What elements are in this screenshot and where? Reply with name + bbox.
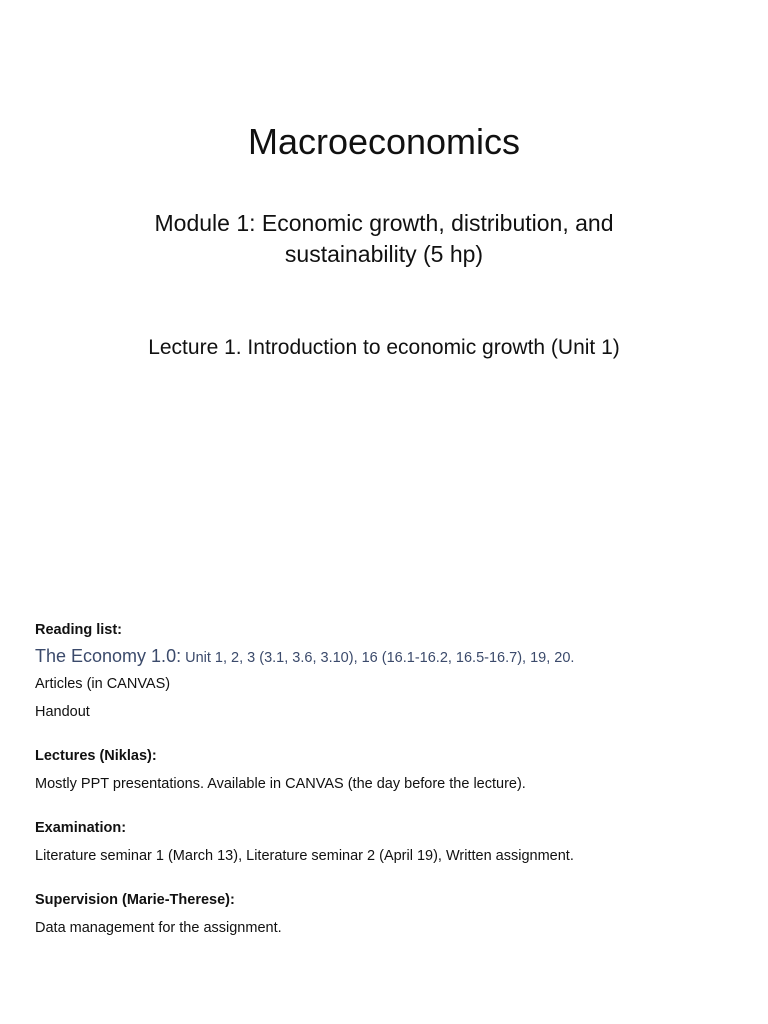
- lectures-heading: Lectures (Niklas):: [35, 748, 157, 764]
- reading-list-book-units: Unit 1, 2, 3 (3.1, 3.6, 3.10), 16 (16.1-16.2, 16.5-16.7), 19, 20.: [181, 650, 575, 666]
- supervision-text: Data management for the assignment.: [35, 920, 282, 936]
- course-info: [35, 619, 735, 961]
- reading-list-book-name: The Economy 1.0:: [35, 646, 182, 666]
- examination-text: Literature seminar 1 (March 13), Literature seminar 2 (April 19), Written assignment.: [35, 848, 574, 864]
- module-subtitle-line-2: sustainability (5 hp): [284, 241, 484, 267]
- reading-list-item: Articles (in CANVAS): [35, 676, 171, 692]
- reading-list-item: Handout: [35, 704, 90, 720]
- lectures-section: [35, 745, 735, 795]
- lecture-title: Lecture 1. Introduction to economic growth (Unit 1): [148, 336, 620, 359]
- supervision-section: [35, 889, 735, 939]
- examination-heading: Examination:: [35, 820, 127, 836]
- reading-list-section: [35, 619, 735, 723]
- module-subtitle-line-1: Module 1: Economic growth, distribution, and: [154, 210, 614, 236]
- reading-list-book: [35, 645, 735, 667]
- slide-title: Macroeconomics: [247, 121, 521, 162]
- module-subtitle: [0, 208, 768, 270]
- lectures-text: Mostly PPT presentations. Available in CANVAS (the day before the lecture).: [35, 776, 526, 792]
- supervision-heading: Supervision (Marie-Therese):: [35, 892, 235, 908]
- reading-list-heading: Reading list:: [35, 622, 123, 638]
- examination-section: [35, 817, 735, 867]
